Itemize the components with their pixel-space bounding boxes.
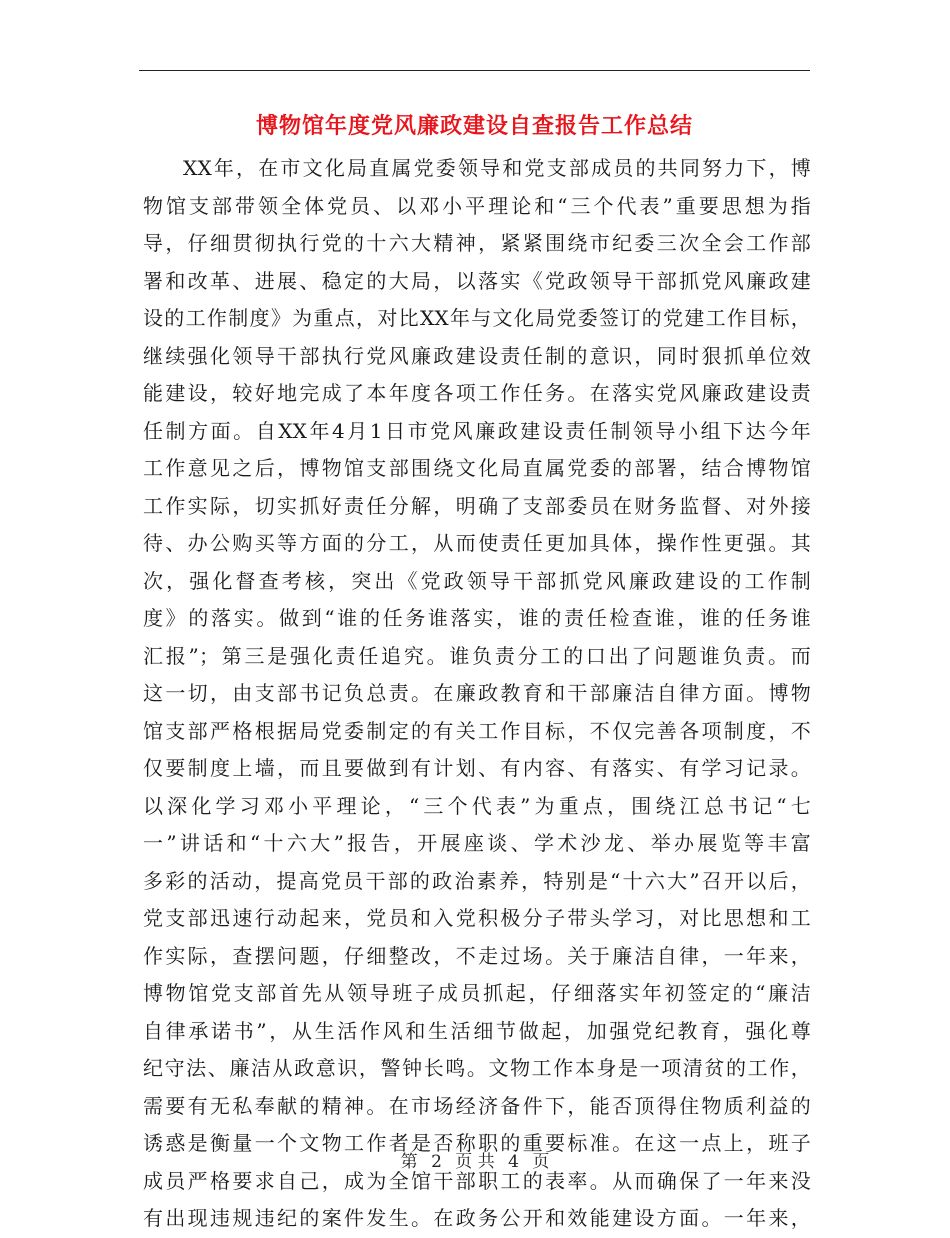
body-line: 能建设，较好地完成了本年度各项工作任务。在落实党风廉政建设责 — [143, 381, 811, 405]
document-title: 博物馆年度党风廉政建设自查报告工作总结 — [255, 113, 693, 139]
document-body — [143, 150, 811, 1238]
body-line: XX年，在市文化局直属党委领导和党支部成员的共同努力下，博 — [183, 156, 811, 180]
body-line: 度》的落实。做到“谁的任务谁落实，谁的责任检查谁，谁的任务谁 — [143, 606, 811, 630]
footer-middle: 页 共 — [455, 1152, 495, 1172]
body-line: 汇报”；第三是强化责任追究。谁负责分工的口出了问题谁负责。而 — [143, 643, 811, 668]
body-line: 署和改革、进展、稳定的大局，以落实《党政领导干部抓党风廉政建 — [143, 268, 811, 293]
body-line: 多彩的活动，提高党员干部的政治素养，特别是“十六大”召开以后， — [143, 868, 811, 893]
body-line: 诱惑是衡量一个文物工作者是否称职的重要标准。在这一点上，班子 — [143, 1131, 811, 1155]
body-line: 有出现违规违纪的案件发生。在政务公开和效能建设方面。一年来， — [143, 1206, 811, 1230]
body-line: 纪守法、廉洁从政意识，警钟长鸣。文物工作本身是一项清贫的工作， — [143, 1056, 811, 1080]
body-line: 继续强化领导干部执行党风廉政建设责任制的意识，同时狠抓单位效 — [143, 343, 811, 368]
current-page-number: 2 — [431, 1152, 442, 1172]
body-line: 作实际，查摆问题，仔细整改，不走过场。关于廉洁自律，一年来， — [143, 943, 811, 968]
body-line: 需要有无私奉献的精神。在市场经济备件下，能否顶得住物质利益的 — [143, 1093, 811, 1118]
body-line: 自律承诺书”，从生活作风和生活细节做起，加强党纪教育，强化尊 — [143, 1018, 811, 1043]
header-rule — [139, 70, 810, 71]
page-footer — [0, 1150, 950, 1174]
total-page-count: 4 — [508, 1152, 519, 1172]
body-line: 党支部迅速行动起来，党员和入党积极分子带头学习，对比思想和工 — [143, 906, 811, 930]
footer-prefix: 第 — [400, 1152, 418, 1172]
body-line: 工作实际，切实抓好责任分解，明确了支部委员在财务监督、对外接 — [143, 493, 811, 518]
body-line: 导，仔细贯彻执行党的十六大精神，紧紧围绕市纪委三次全会工作部 — [143, 231, 811, 255]
body-line: 仅要制度上墙，而且要做到有计划、有内容、有落实、有学习记录。 — [143, 756, 811, 780]
body-line: 这一切，由支部书记负总责。在廉政教育和干部廉洁自律方面。博物 — [143, 681, 811, 705]
body-line: 馆支部严格根据局党委制定的有关工作目标，不仅完善各项制度，不 — [143, 718, 811, 743]
footer-suffix: 页 — [532, 1152, 550, 1172]
body-line: 任制方面。自XX年4月1日市党风廉政建设责任制领导小组下达今年 — [143, 418, 811, 443]
body-line: 成员严格要求自己，成为全馆干部职工的表率。从而确保了一年来没 — [143, 1168, 811, 1193]
body-line: 一”讲话和“十六大”报告，开展座谈、学术沙龙、举办展览等丰富 — [143, 831, 811, 855]
body-line: 次，强化督查考核，突出《党政领导干部抓党风廉政建设的工作制 — [143, 568, 811, 593]
body-line: 待、办公购买等方面的分工，从而使责任更加具体，操作性更强。其 — [143, 531, 811, 555]
body-line: 以深化学习邓小平理论，“三个代表”为重点，围绕江总书记“七 — [143, 793, 811, 818]
body-line: 设的工作制度》为重点，对比XX年与文化局党委签订的党建工作目标， — [143, 306, 811, 330]
body-line: 博物馆党支部首先从领导班子成员抓起，仔细落实年初签定的“廉洁 — [143, 981, 811, 1005]
body-line: 物馆支部带领全体党员、以邓小平理论和“三个代表”重要思想为指 — [143, 193, 811, 218]
body-line: 工作意见之后，博物馆支部围绕文化局直属党委的部署，结合博物馆 — [143, 456, 811, 480]
